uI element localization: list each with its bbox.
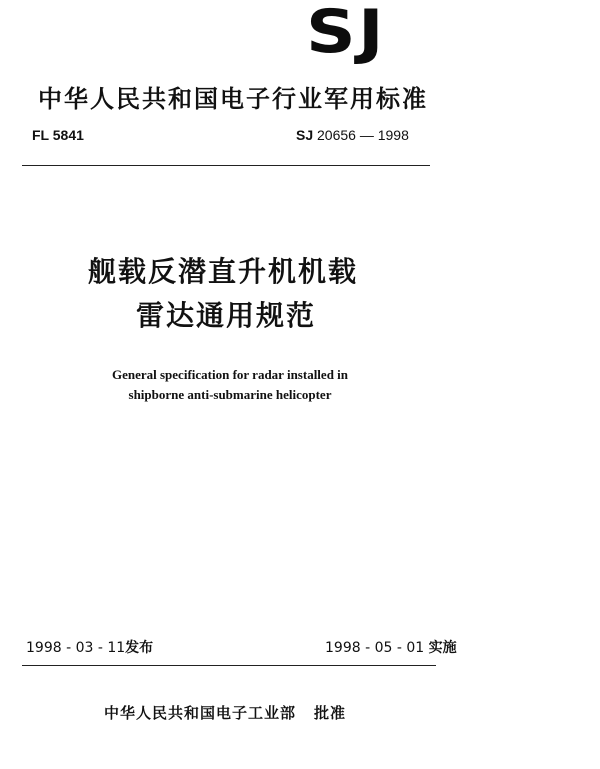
classification-code: FL 5841 <box>32 127 84 143</box>
document-title-cn-line1: 舰载反潜直升机机载 <box>88 255 359 288</box>
document-title-en-line2: shipborne anti-submarine helicopter <box>128 387 332 402</box>
approval-authority: 中华人民共和国电子工业部 <box>104 704 297 722</box>
document-title-en-line1: General specification for radar installed in <box>111 367 349 382</box>
document-title-cn-line2: 雷达通用规范 <box>136 299 317 332</box>
issue-date-value: 1998 - 03 - 11 <box>26 640 126 656</box>
document-title-en <box>80 365 380 405</box>
header-divider <box>22 165 430 166</box>
sj-logo: SJ <box>306 0 386 67</box>
standard-number <box>296 127 409 143</box>
footer-divider <box>22 665 436 666</box>
issue-date <box>26 637 153 657</box>
approval-line <box>104 702 346 723</box>
standard-number-prefix: SJ <box>296 127 314 143</box>
standard-number-value: 20656 — 1998 <box>317 127 409 143</box>
implementation-date <box>325 637 457 657</box>
implementation-date-value: 1998 - 05 - 01 <box>325 640 425 656</box>
implementation-label: 实施 <box>428 640 457 656</box>
approval-label: 批准 <box>314 704 347 722</box>
issue-label: 发布 <box>125 640 154 656</box>
standard-category-title: 中华人民共和国电子行业军用标准 <box>38 85 428 113</box>
